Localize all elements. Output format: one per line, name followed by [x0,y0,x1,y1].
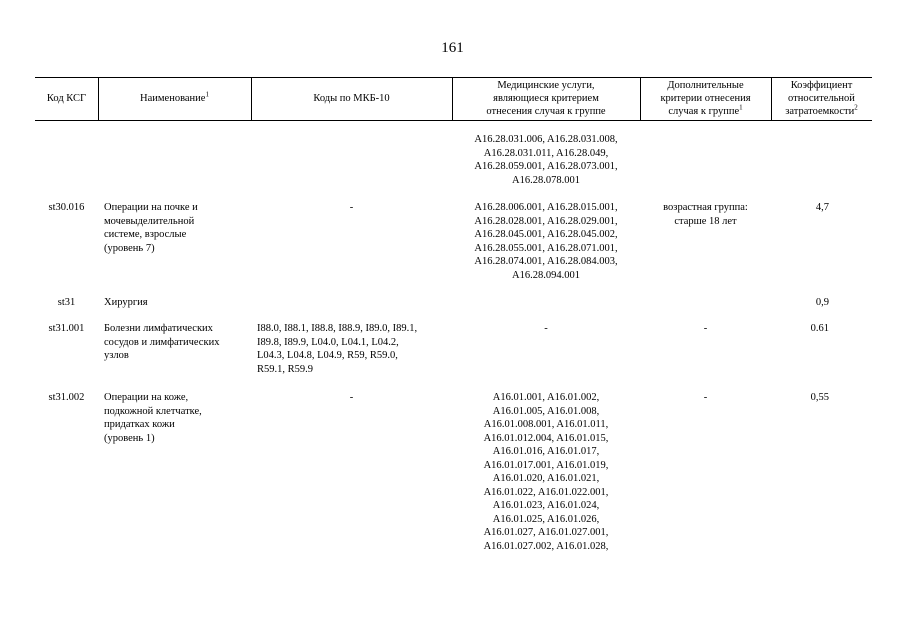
header-name: Наименование$^1$ [140,90,209,104]
header-services: Медицинские услуги, являющиеся критерием отнесения случая к группе [486,80,606,117]
row-services: A16.01.001, A16.01.002, A16.01.005, A16.01.008, A16.01.008.001, A16.01.011, A16.01.012.004, A16.01.015, A16.01.016, A16.01.017, A16.01.017.001, A16.01.019, A16.01.020, A16.01.021, A16.01.022, A16.01.022.001, A16.01.023, A16.01.024, A16.01.025, A16.01.026, A16.01.027, A16.01.027.001, A16.01.027.002, A16.01.028, [483,392,609,552]
row-code: st31.001 [48,323,85,334]
header-bottom-rule [35,120,872,121]
row-coef: 0,55 [810,392,829,403]
row-services: A16.28.006.001, A16.28.015.001, A16.28.028.001, A16.28.029.001, A16.28.045.001, A16.28.045.002, A16.28.055.001, A16.28.071.001, A16.28.074.001, A16.28.084.003, A16.28.094.001 [474,202,618,281]
row-name: Операции на почке и мочевыделительной системе, взрослые (уровень 7) [104,202,198,254]
row-mkb: I88.0, I88.1, I88.8, I88.9, I89.0, I89.1, I89.8, I89.9, L04.0, L04.1, L04.2, L04.3, L04.8, L04.9, R59, R59.0, R59.1, R59.9 [257,323,418,375]
page-number: 161 [441,40,464,56]
header-coef: Коэффициент относительной затратоемкости$^2$ [785,80,858,117]
row-name: Болезни лимфатических сосудов и лимфатических узлов [104,323,220,361]
row-name: Хирургия [104,297,148,308]
row-services: - [544,323,548,334]
row-criteria: возрастная группа: старше 18 лет [663,202,748,227]
header-criteria: Дополнительные критерии отнесения случая к группе$^1$ [660,80,751,117]
row-coef: 0,9 [815,297,829,308]
row-name: Операции на коже, подкожной клетчатке, придатках кожи (уровень 1) [104,392,202,444]
row-mkb: - [349,202,354,213]
row-coef: 0.61 [810,323,829,334]
row-code: st31 [57,297,76,308]
row-mkb: - [349,392,354,403]
services-continuation: A16.28.031.006, A16.28.031.008, A16.28.031.011, A16.28.049, A16.28.059.001, A16.28.073.001, A16.28.078.001 [474,134,618,186]
header-code: Код КСГ [46,93,87,104]
row-code: st30.016 [48,202,85,213]
row-code: st31.002 [48,392,85,403]
row-coef: 4,7 [815,202,829,213]
row-criteria: - [703,392,708,403]
header-mkb: Коды по МКБ-10 [313,93,390,104]
row-criteria: - [703,323,708,334]
